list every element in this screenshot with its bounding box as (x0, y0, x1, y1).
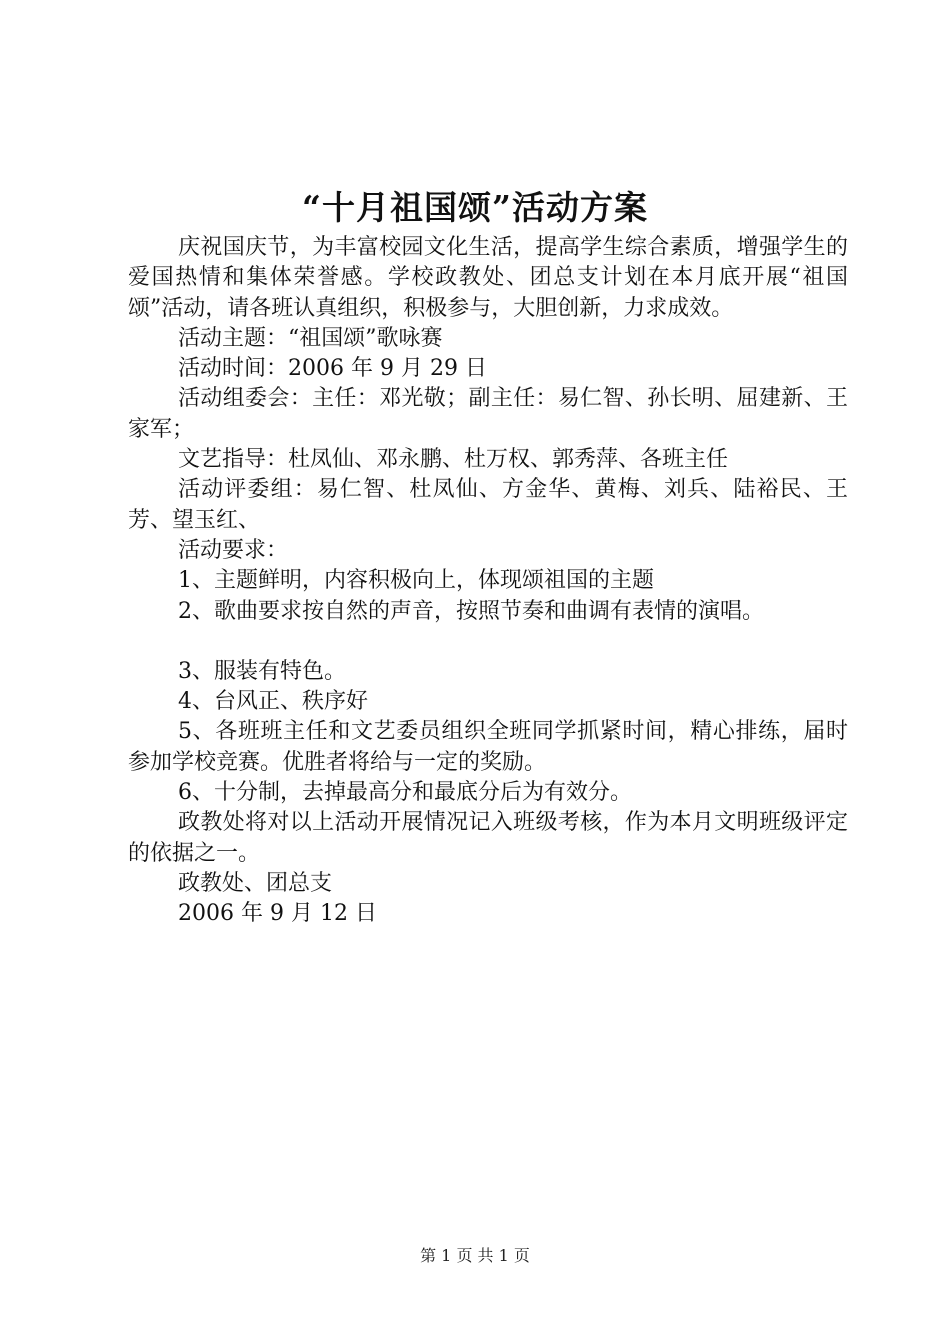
requirement-item: 1、主题鲜明，内容积极向上，体现颂祖国的主题 (178, 568, 654, 594)
document-body (128, 233, 848, 930)
organizing-committee: 活动组委会：主任：邓光敬；副主任：易仁智、孙长明、屈建新、王家军； (128, 386, 848, 442)
closing-paragraph: 政教处将对以上活动开展情况记入班级考核，作为本月文明班级评定的依据之一。 (128, 810, 848, 866)
art-guidance: 文艺指导：杜凤仙、邓永鹏、杜万权、郭秀萍、各班主任 (178, 447, 729, 473)
intro-paragraph: 庆祝国庆节，为丰富校园文化生活，提高学生综合素质，增强学生的爱国热情和集体荣誉感。学校政教处、团总支计划在本月底开展“祖国颂”活动，请各班认真组织，积极参与，大胆创新，力求成效。 (128, 235, 848, 321)
requirement-item: 3、服装有特色。 (178, 658, 346, 684)
signature: 政教处、团总支 (178, 870, 333, 896)
requirement-item: 2、歌曲要求按自然的声音，按照节奏和曲调有表情的演唱。 (178, 598, 764, 624)
document-title: “十月祖国颂”活动方案 (302, 188, 648, 227)
page-footer: 第 1 页 共 1 页 (420, 1246, 530, 1265)
requirement-item: 4、台风正、秩序好 (178, 689, 368, 715)
blank-line (128, 627, 848, 657)
requirement-item: 5、各班班主任和文艺委员组织全班同学抓紧时间，精心排练，届时参加学校竞赛。优胜者将给与一定的奖励。 (128, 719, 848, 775)
requirement-item: 6、十分制，去掉最高分和最底分后为有效分。 (178, 780, 632, 806)
issue-date: 2006 年 9 月 12 日 (178, 901, 377, 927)
requirements-heading: 活动要求： (178, 537, 289, 563)
judging-panel: 活动评委组：易仁智、杜凤仙、方金华、黄梅、刘兵、陆裕民、王芳、望玉红、 (128, 477, 848, 533)
activity-theme: 活动主题：“祖国颂”歌咏赛 (178, 325, 443, 351)
activity-time: 活动时间：2006 年 9 月 29 日 (178, 356, 487, 382)
